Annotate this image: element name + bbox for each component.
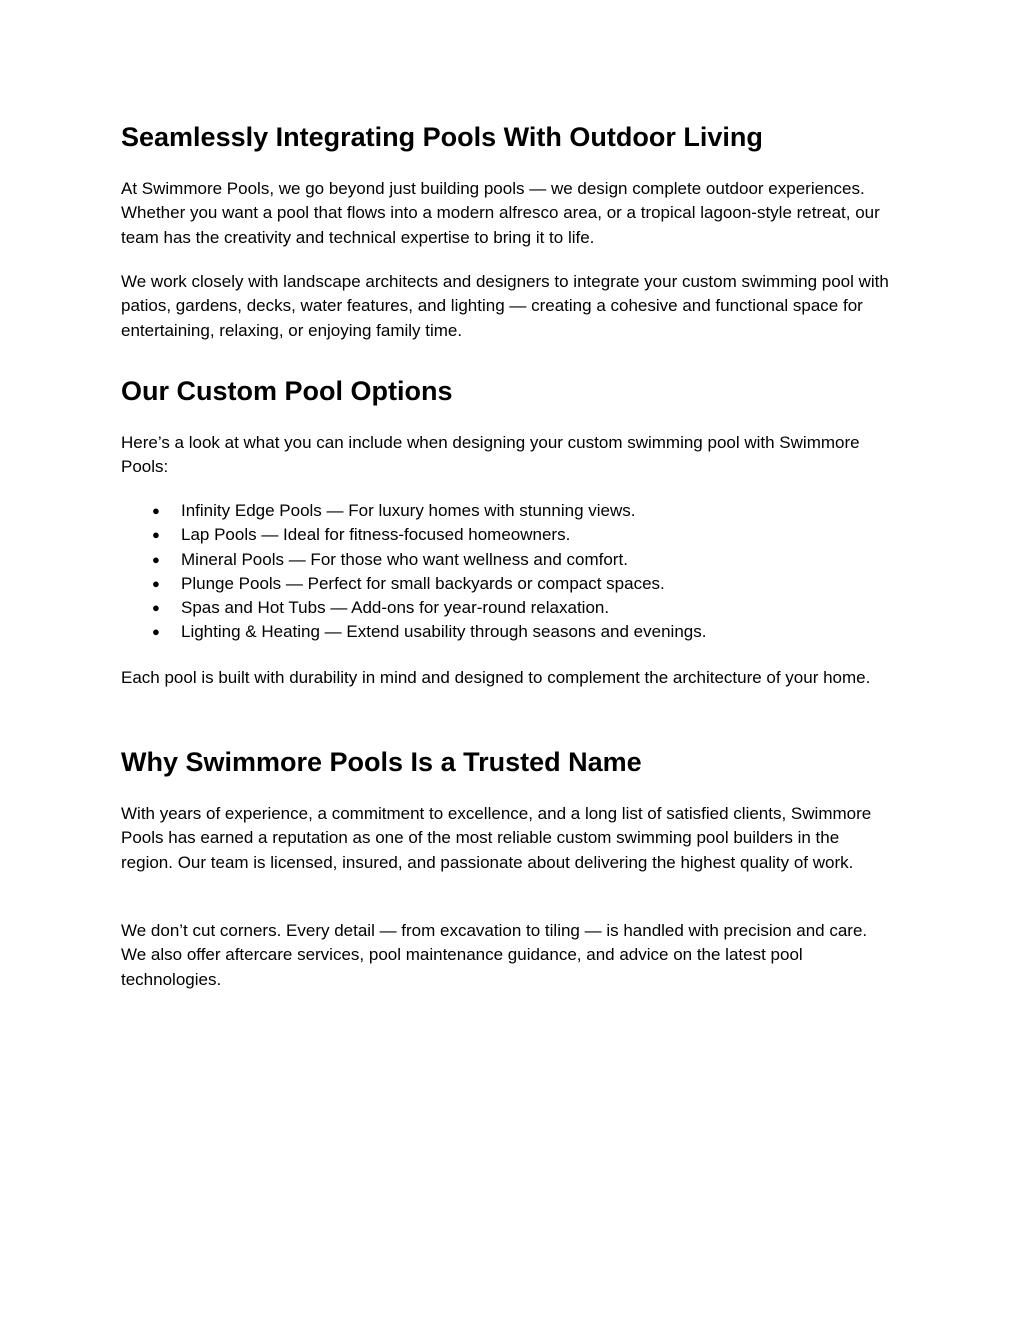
list-item: [121, 572, 891, 596]
list-item-text: Spas and Hot Tubs — Add-ons for year-round relaxation.: [181, 598, 610, 618]
list-item-text: Mineral Pools — For those who want wellness and comfort.: [181, 549, 628, 569]
list-item-text: Lighting & Heating — Extend usability through seasons and evenings.: [181, 622, 707, 642]
paragraph-options-intro: Here’s a look at what you can include when designing your custom swimming pool with Swimmore Pools:: [121, 433, 860, 477]
section-heading-outdoor-living: Seamlessly Integrating Pools With Outdoor Living: [121, 122, 763, 152]
list-item: [121, 499, 891, 523]
list-item: [121, 596, 891, 620]
list-item: [121, 548, 891, 572]
bullet-icon: ●: [152, 527, 160, 543]
paragraph-intro: At Swimmore Pools, we go beyond just building pools — we design complete outdoor experiences. Whether you want a pool that flows into a modern alfresco area, or a tropical lagoon-style retreat, our team has the creativity and technical expertise to bring it to life.: [121, 179, 880, 247]
section-heading-trusted-name: Why Swimmore Pools Is a Trusted Name: [121, 747, 642, 777]
paragraph-experience: With years of experience, a commitment to excellence, and a long list of satisfied clients, Swimmore Pools has earned a reputation as one of the most reliable custom swimming pool builders in the region. Our team is licensed, insured, and passionate about delivering the highest quality of work.: [121, 804, 872, 872]
list-item-text: Infinity Edge Pools — For luxury homes with stunning views.: [181, 501, 636, 520]
bullet-icon: ●: [152, 575, 160, 591]
bullet-icon: ●: [152, 551, 160, 567]
paragraph-integration: We work closely with landscape architects and designers to integrate your custom swimming pool with patios, gardens, decks, water features, and lighting — creating a cohesive and functional space for entertaining, relaxing, or enjoying family time.: [121, 272, 889, 340]
bullet-icon: ●: [152, 624, 160, 640]
bullet-icon: ●: [152, 503, 160, 518]
list-item: [121, 620, 891, 644]
bullet-icon: ●: [152, 600, 160, 616]
paragraph-quality: We don’t cut corners. Every detail — from excavation to tiling — is handled with precision and care. We also offer aftercare services, pool maintenance guidance, and advice on the latest pool technologies.: [121, 921, 868, 989]
paragraph-options-outro: Each pool is built with durability in mind and designed to complement the architecture of your home.: [121, 668, 871, 687]
pool-options-list: [121, 499, 891, 645]
list-item: [121, 523, 891, 547]
section-heading-pool-options: Our Custom Pool Options: [121, 376, 453, 406]
list-item-text: Lap Pools — Ideal for fitness-focused homeowners.: [181, 525, 571, 545]
list-item-text: Plunge Pools — Perfect for small backyards or compact spaces.: [181, 573, 665, 593]
